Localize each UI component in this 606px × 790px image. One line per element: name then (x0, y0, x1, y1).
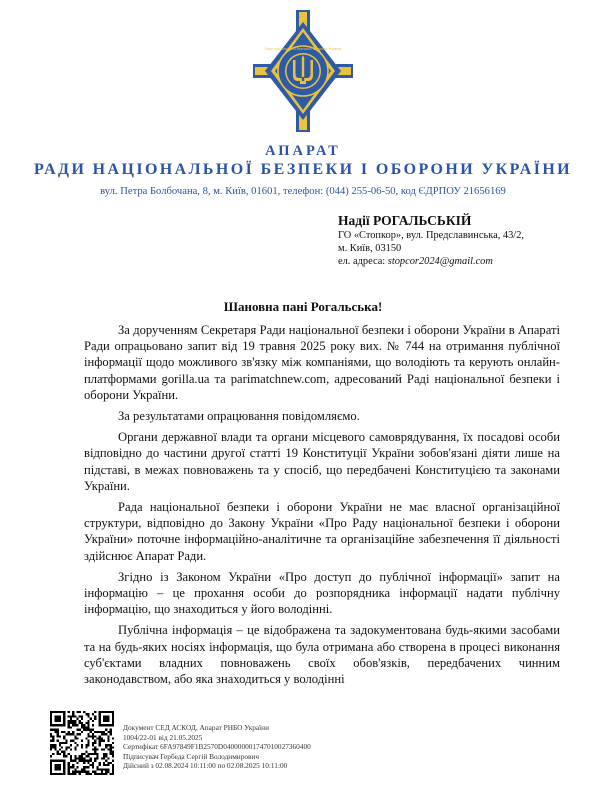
paragraph: Згідно із Законом України «Про доступ до публічної інформації» запит на інформацію – це прохання особи до розпорядника інформації надати публічну інформацію, що знаходиться у його володінні. (84, 569, 560, 617)
org-name-line2: РАДИ НАЦІОНАЛЬНОЇ БЕЗПЕКИ І ОБОРОНИ УКРАЇНИ (33, 161, 573, 178)
paragraph: За дорученням Секретаря Ради національної безпеки і оборони України в Апараті Ради опрацьовано запит від 19 травня 2025 року вих. № 744 на отримання публічної інформації щодо можливого зв'язку між компаніями, що володіють та керують онлайн-платформами gorilla.ua та parimatchnew.com, адресований Раді національної безпеки і оборони України. (84, 323, 560, 402)
signature-line: Сертифікат 6FA97849F1B2570D040000001747010027360400 (123, 742, 311, 752)
recipient-email[interactable]: stopcor2024@gmail.com (387, 256, 493, 267)
paragraph: Публічна інформація – це відображена та задокументована будь-якими засобами та на будь-яких носіях інформація, що була отримана або створена в процесі виконання суб'єктами владних повноважень своїх обов'язків, передбачених чинним законодавством, або яка знаходиться у володінні (84, 623, 560, 687)
signature-line: Підписувач Гербеда Сергій Володимирович (123, 751, 260, 761)
signature-line: Дійсний з 02.08.2024 10:11:00 по 02.08.2025 10:11:00 (123, 761, 288, 771)
paragraph: Рада національної безпеки і оборони України не має власної організаційної структури, відповідно до Закону України «Про Раду національної безпеки і оборони України» поточне інформаційно-аналітичне та організаційне забезпечення її діяльності здійснює Апарат Ради. (84, 500, 560, 563)
nsdc-ukraine-emblem-icon (253, 10, 353, 132)
paragraph: Органи державної влади та органи місцевого самоврядування, їх посадові особи відповідно до частини другої статті 19 Конституції України зобов'язані діяти лише на підставі, в межах повноважень та у спосіб, що передбачені Конституцією та законами України. (84, 430, 560, 493)
e-signature-block (123, 723, 423, 771)
signature-line: Документ СЕД АСКОД, Апарат РНБО України (123, 723, 269, 732)
emblem-lettering: Рада національної безпеки і оборони України (264, 47, 342, 51)
recipient-org-address: ГО «Стопкор», вул. Предславинська, 43/2, (338, 230, 524, 241)
recipient-email-label: ел. адреса: (338, 256, 388, 267)
org-name-line1: АПАРАТ (265, 143, 341, 159)
recipient-email-line (338, 255, 588, 268)
paragraph: За результатами опрацювання повідомляємо. (118, 409, 360, 424)
recipient-block (338, 213, 588, 268)
qr-code-icon (50, 711, 114, 775)
letter-body (84, 322, 560, 692)
org-address: вул. Петра Болбочана, 8, м. Київ, 01601, телефон: (044) 255-06-50, код ЄДРПОУ 21656169 (100, 186, 506, 197)
recipient-name: Надії РОГАЛЬСЬКІЙ (338, 213, 472, 228)
signature-line: 1004/22-01 від 21.05.2025 (123, 732, 203, 742)
salutation: Шановна пані Рогальська! (223, 299, 383, 314)
recipient-city: м. Київ, 03150 (338, 243, 402, 254)
